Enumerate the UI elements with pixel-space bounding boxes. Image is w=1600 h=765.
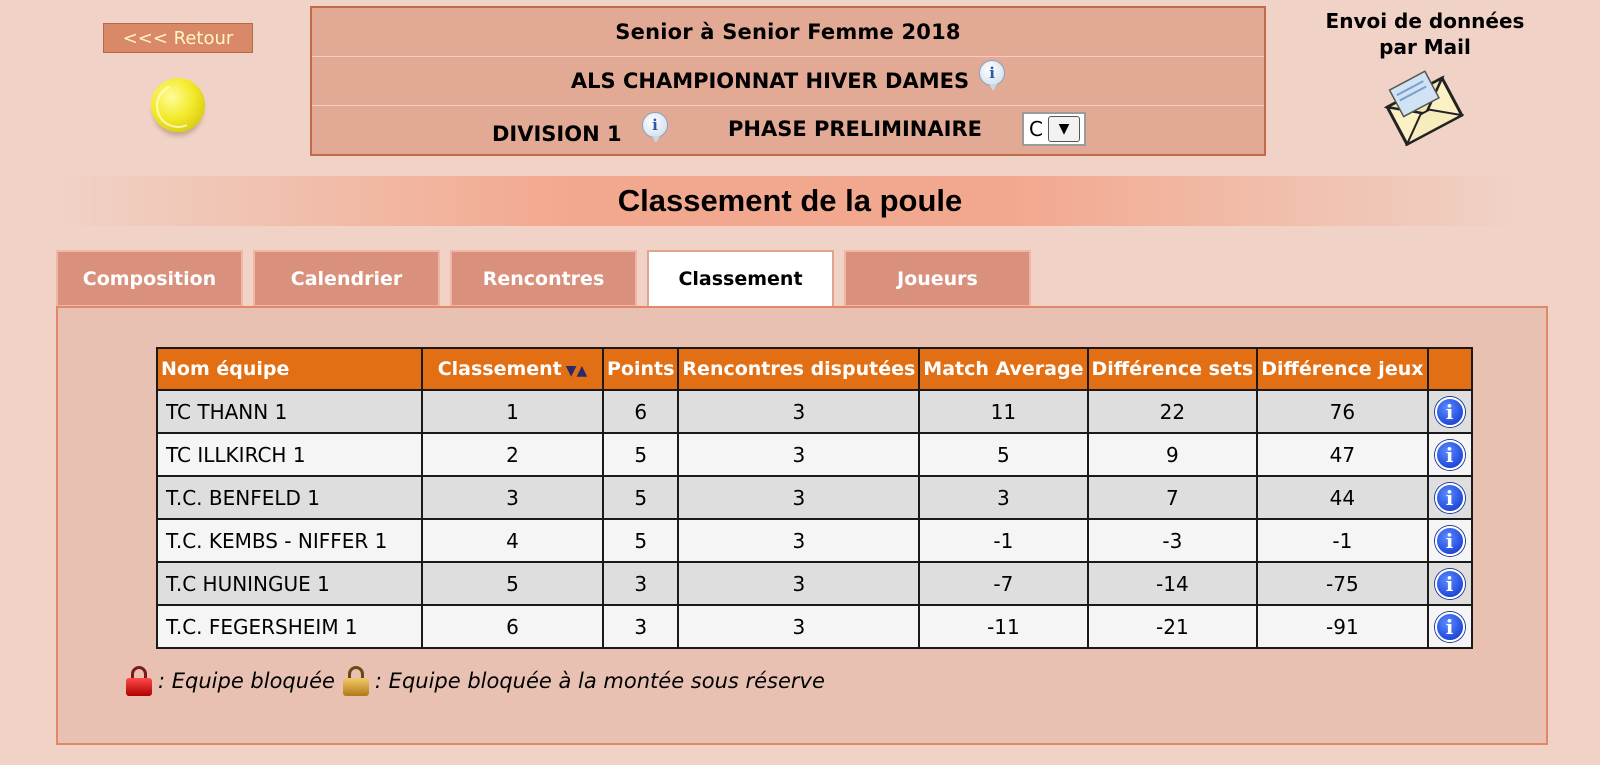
team-points: 6: [603, 390, 678, 433]
team-played: 3: [678, 433, 919, 476]
team-rank: 4: [422, 519, 603, 562]
red-lock-icon: [126, 666, 152, 696]
info-icon[interactable]: i: [1435, 440, 1465, 470]
team-match-average: 5: [919, 433, 1087, 476]
team-points: 5: [603, 519, 678, 562]
team-name: T.C. BENFELD 1: [157, 476, 422, 519]
team-info-cell: [1428, 605, 1472, 648]
team-games-diff: 47: [1257, 433, 1427, 476]
table-row: [157, 562, 1472, 605]
team-games-diff: 76: [1257, 390, 1427, 433]
team-match-average: -11: [919, 605, 1087, 648]
tab-joueurs[interactable]: Joueurs: [844, 250, 1031, 307]
team-match-average: -1: [919, 519, 1087, 562]
team-rank: 6: [422, 605, 603, 648]
col-header-sets-diff: Différence sets: [1088, 348, 1258, 390]
team-info-cell: [1428, 390, 1472, 433]
ranking-table: [156, 347, 1473, 649]
team-info-cell: [1428, 519, 1472, 562]
info-icon[interactable]: i: [1435, 612, 1465, 642]
division-info-icon[interactable]: i: [642, 112, 668, 138]
table-row: [157, 519, 1472, 562]
team-info-cell: [1428, 562, 1472, 605]
mail-export-title: [1300, 8, 1550, 60]
team-played: 3: [678, 562, 919, 605]
team-played: 3: [678, 476, 919, 519]
team-sets-diff: 22: [1088, 390, 1258, 433]
envelope-icon[interactable]: [1384, 68, 1464, 146]
poule-select-value: C: [1029, 117, 1043, 141]
team-points: 3: [603, 562, 678, 605]
gold-lock-icon: [343, 666, 369, 696]
col-header-name: Nom équipe: [157, 348, 422, 390]
team-rank: 5: [422, 562, 603, 605]
poule-select[interactable]: [1022, 112, 1086, 146]
team-sets-diff: 7: [1088, 476, 1258, 519]
team-match-average: -7: [919, 562, 1087, 605]
legend-blocked-promotion-text: : Equipe bloquée à la montée sous réserve: [374, 669, 825, 693]
mail-title-line1: Envoi de données: [1325, 9, 1525, 33]
category-row: [312, 8, 1264, 57]
team-sets-diff: 9: [1088, 433, 1258, 476]
team-rank: 1: [422, 390, 603, 433]
back-button[interactable]: <<< Retour: [103, 23, 253, 53]
championship-row: [312, 57, 1264, 106]
category-title: Senior à Senior Femme 2018: [615, 20, 961, 44]
team-played: 3: [678, 605, 919, 648]
team-match-average: 11: [919, 390, 1087, 433]
table-header-row: [157, 348, 1472, 390]
team-rank: 3: [422, 476, 603, 519]
legend-blocked-text: : Equipe bloquée: [158, 669, 335, 693]
table-row: [157, 390, 1472, 433]
info-icon[interactable]: i: [1435, 526, 1465, 556]
col-header-rank[interactable]: [422, 348, 603, 390]
team-name: TC THANN 1: [157, 390, 422, 433]
col-header-played: Rencontres disputées: [678, 348, 919, 390]
team-points: 5: [603, 433, 678, 476]
team-name: T.C. FEGERSHEIM 1: [157, 605, 422, 648]
team-played: 3: [678, 390, 919, 433]
phase-label: PHASE PRELIMINAIRE: [728, 117, 982, 141]
tab-classement[interactable]: Classement: [647, 250, 834, 308]
team-name: T.C. KEMBS - NIFFER 1: [157, 519, 422, 562]
team-name: TC ILLKIRCH 1: [157, 433, 422, 476]
table-row: [157, 605, 1472, 648]
tab-rencontres[interactable]: Rencontres: [450, 250, 637, 307]
competition-header: [310, 6, 1266, 156]
tab-calendrier[interactable]: Calendrier: [253, 250, 440, 307]
division-row: [312, 106, 1264, 155]
championship-info-icon[interactable]: i: [979, 60, 1005, 86]
info-icon[interactable]: i: [1435, 483, 1465, 513]
team-points: 3: [603, 605, 678, 648]
team-info-cell: [1428, 433, 1472, 476]
tennis-ball-icon: [151, 78, 205, 132]
mail-title-line2: par Mail: [1379, 35, 1471, 59]
division-label: DIVISION 1: [492, 122, 622, 146]
team-name: T.C HUNINGUE 1: [157, 562, 422, 605]
lock-legend: [126, 666, 825, 696]
chevron-down-icon: ▼: [1048, 116, 1080, 142]
col-header-rank-label: Classement: [437, 358, 562, 380]
col-header-games-diff: Différence jeux: [1257, 348, 1427, 390]
col-header-info: [1428, 348, 1472, 390]
championship-title: ALS CHAMPIONNAT HIVER DAMES: [570, 69, 970, 93]
col-header-match-average: Match Average: [919, 348, 1087, 390]
sort-arrows-icon[interactable]: ▼▲: [565, 363, 588, 379]
table-row: [157, 433, 1472, 476]
team-sets-diff: -21: [1088, 605, 1258, 648]
team-rank: 2: [422, 433, 603, 476]
table-row: [157, 476, 1472, 519]
team-points: 5: [603, 476, 678, 519]
team-games-diff: 44: [1257, 476, 1427, 519]
tab-composition[interactable]: Composition: [56, 250, 243, 307]
team-games-diff: -91: [1257, 605, 1427, 648]
info-icon[interactable]: i: [1435, 397, 1465, 427]
team-sets-diff: -14: [1088, 562, 1258, 605]
team-match-average: 3: [919, 476, 1087, 519]
section-title: Classement de la poule: [60, 176, 1520, 226]
info-icon[interactable]: i: [1435, 569, 1465, 599]
team-info-cell: [1428, 476, 1472, 519]
team-played: 3: [678, 519, 919, 562]
team-games-diff: -75: [1257, 562, 1427, 605]
team-sets-diff: -3: [1088, 519, 1258, 562]
col-header-points: Points: [603, 348, 678, 390]
team-games-diff: -1: [1257, 519, 1427, 562]
